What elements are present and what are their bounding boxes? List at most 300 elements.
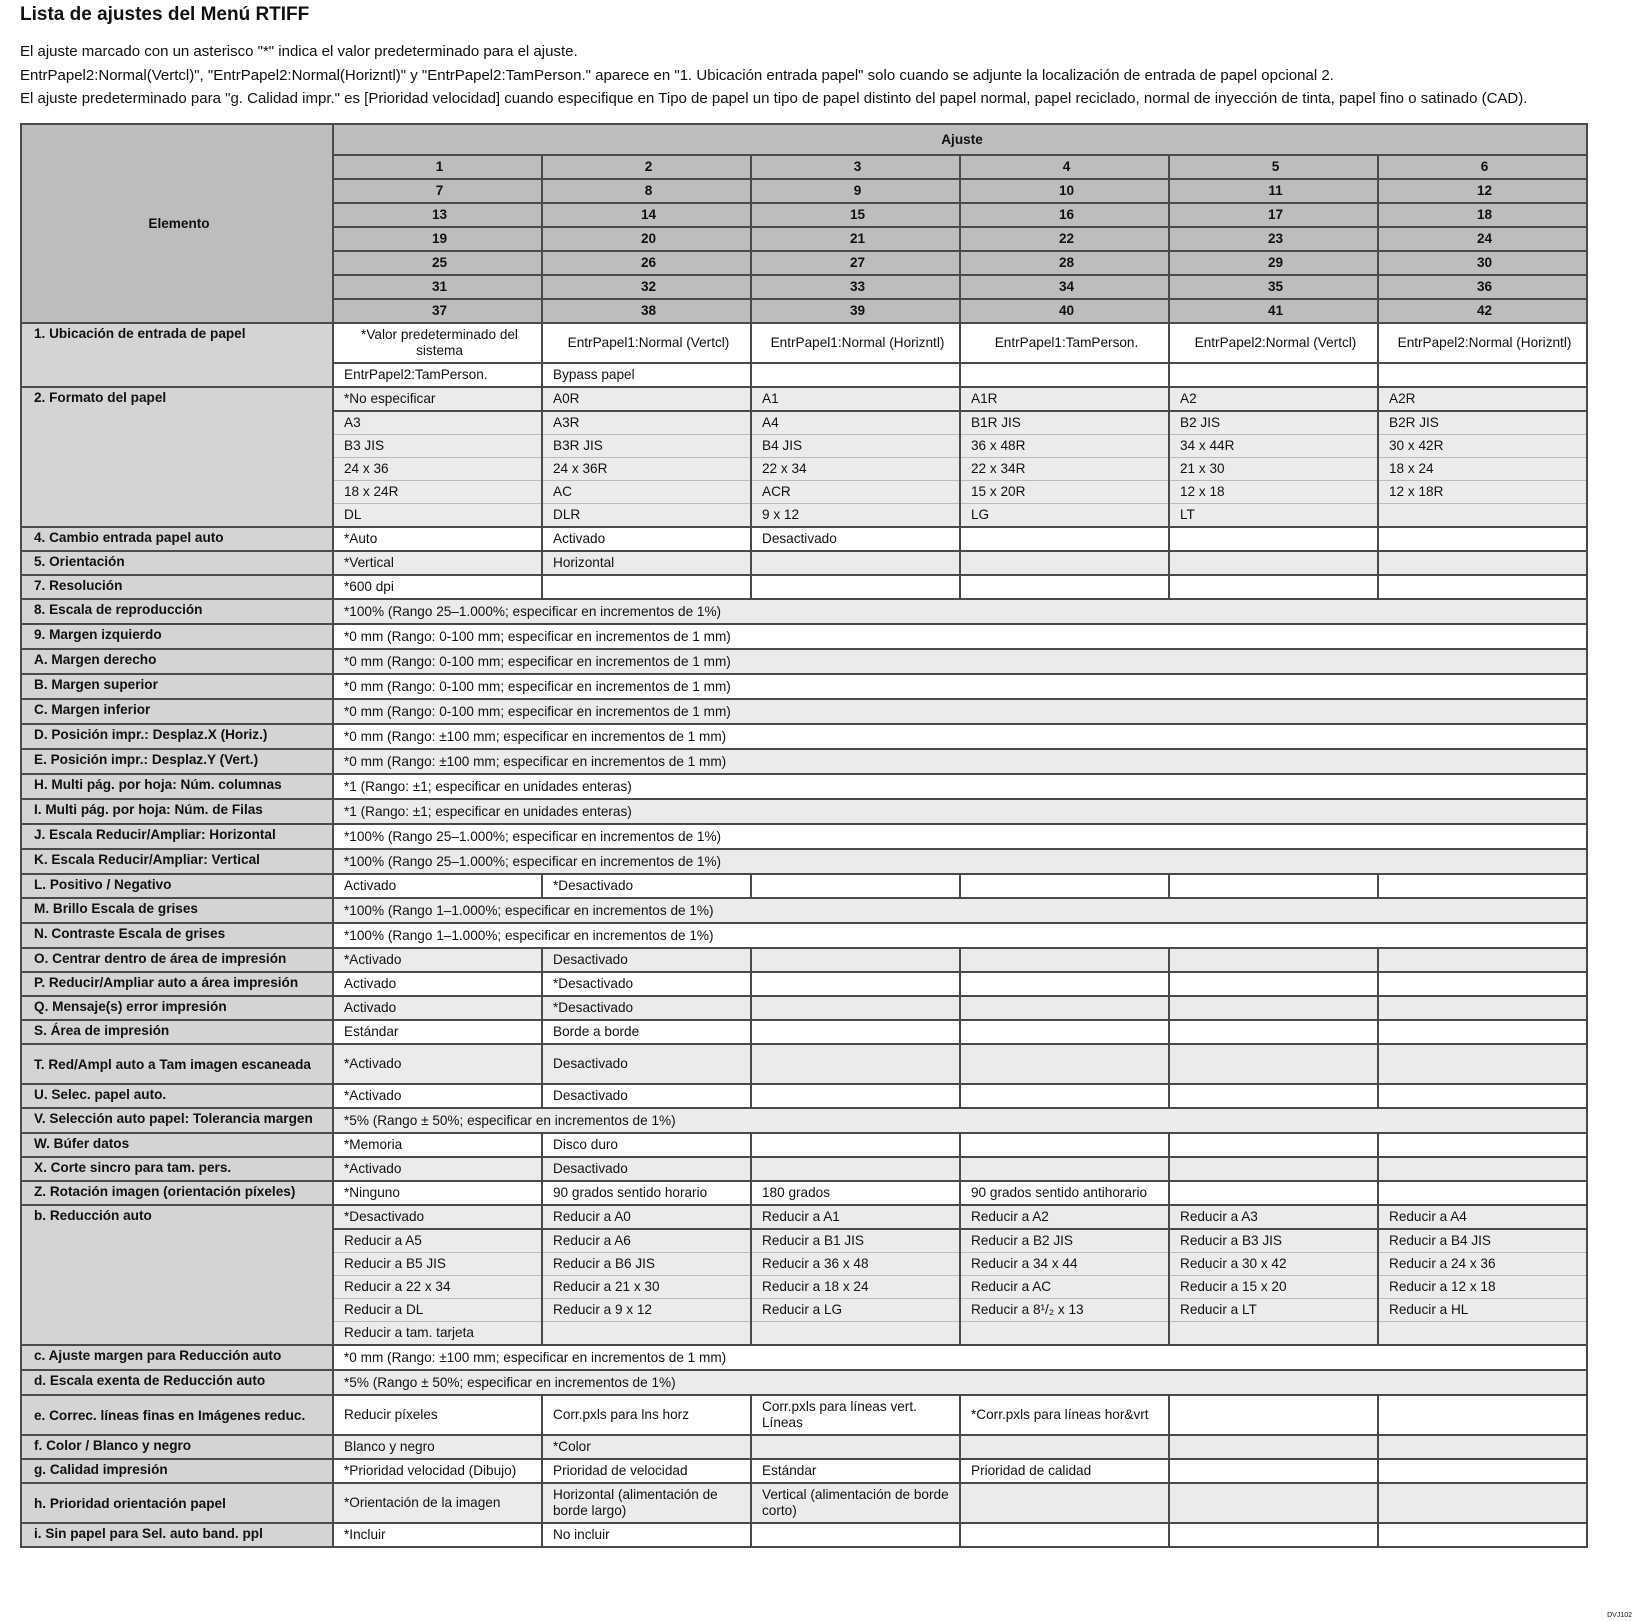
row-value: Blanco y negro — [333, 1435, 542, 1459]
table-row — [21, 1181, 1587, 1205]
table-row — [21, 1395, 1587, 1435]
row-item-label: c. Ajuste margen para Reducción auto — [21, 1345, 333, 1370]
table-row — [21, 1133, 1587, 1157]
row-value: *100% (Rango 1–1.000%; especificar en incrementos de 1%) — [333, 923, 1587, 948]
table-row — [21, 874, 1587, 898]
row-value: 18 x 24 — [1378, 458, 1587, 481]
row-value: Desactivado — [542, 1157, 751, 1181]
row-value — [1378, 874, 1587, 898]
table-row — [21, 1157, 1587, 1181]
row-value: *Activado — [333, 948, 542, 972]
row-value: B1R JIS — [960, 411, 1169, 435]
row-value: *100% (Rango 1–1.000%; especificar en incrementos de 1%) — [333, 898, 1587, 923]
header-ajuste: Ajuste — [333, 124, 1587, 155]
row-value: Reducir a B1 JIS — [751, 1229, 960, 1253]
row-value — [751, 1435, 960, 1459]
row-value: DLR — [542, 504, 751, 528]
row-value — [1169, 1084, 1378, 1108]
intro-note: El ajuste marcado con un asterisco "*" indica el valor predeterminado para el ajuste. — [20, 43, 578, 60]
row-value: Reducir a B4 JIS — [1378, 1229, 1587, 1253]
row-value: A4 — [751, 411, 960, 435]
row-item-label: B. Margen superior — [21, 674, 333, 699]
row-value — [751, 874, 960, 898]
table-row — [21, 1084, 1587, 1108]
table-row — [21, 1459, 1587, 1483]
row-value — [1169, 1181, 1378, 1205]
row-value — [960, 1133, 1169, 1157]
row-value — [1378, 1435, 1587, 1459]
row-value — [1169, 1133, 1378, 1157]
row-value: *Activado — [333, 1044, 542, 1084]
setting-number: 7 — [333, 179, 542, 203]
row-value: Activado — [542, 527, 751, 551]
setting-number: 19 — [333, 227, 542, 251]
row-value — [1169, 551, 1378, 575]
row-value — [751, 1322, 960, 1346]
row-value: Reducir a DL — [333, 1299, 542, 1322]
row-value: Reducir a A2 — [960, 1205, 1169, 1229]
row-item-label: 8. Escala de reproducción — [21, 599, 333, 624]
row-value: 21 x 30 — [1169, 458, 1378, 481]
table-row — [21, 799, 1587, 824]
page-title: Lista de ajustes del Menú RTIFF — [20, 4, 310, 25]
row-value: DL — [333, 504, 542, 528]
row-value — [542, 575, 751, 599]
row-value — [960, 996, 1169, 1020]
row-item-label: H. Multi pág. por hoja: Núm. columnas — [21, 774, 333, 799]
table-row — [21, 1108, 1587, 1133]
row-value: Reducir a A4 — [1378, 1205, 1587, 1229]
row-value — [1169, 527, 1378, 551]
row-value — [960, 575, 1169, 599]
row-value: Reducir a A5 — [333, 1229, 542, 1253]
table-row — [21, 849, 1587, 874]
row-value — [1169, 1322, 1378, 1346]
row-value: *0 mm (Rango: 0-100 mm; especificar en incrementos de 1 mm) — [333, 649, 1587, 674]
row-value: Reducir a 21 x 30 — [542, 1276, 751, 1299]
row-value: *600 dpi — [333, 575, 542, 599]
table-row — [21, 699, 1587, 724]
row-value — [960, 1523, 1169, 1547]
row-value: 24 x 36R — [542, 458, 751, 481]
row-item-label: M. Brillo Escala de grises — [21, 898, 333, 923]
row-value — [1169, 1020, 1378, 1044]
table-row — [21, 724, 1587, 749]
row-value: Bypass papel — [542, 363, 751, 387]
setting-number: 41 — [1169, 299, 1378, 323]
table-row — [21, 551, 1587, 575]
row-value — [1169, 575, 1378, 599]
row-value — [1378, 1322, 1587, 1346]
row-value: Activado — [333, 972, 542, 996]
row-value: *Color — [542, 1435, 751, 1459]
row-item-label: g. Calidad impresión — [21, 1459, 333, 1483]
row-value: 15 x 20R — [960, 481, 1169, 504]
table-row — [21, 824, 1587, 849]
row-value: *Activado — [333, 1157, 542, 1181]
row-value: 22 x 34R — [960, 458, 1169, 481]
row-value: *0 mm (Rango: ±100 mm; especificar en incrementos de 1 mm) — [333, 724, 1587, 749]
row-value: *No especificar — [333, 387, 542, 411]
table-row — [21, 898, 1587, 923]
row-value: AC — [542, 481, 751, 504]
row-value: Reducir a 18 x 24 — [751, 1276, 960, 1299]
row-value — [751, 551, 960, 575]
row-value — [960, 1157, 1169, 1181]
row-value: Borde a borde — [542, 1020, 751, 1044]
setting-number: 5 — [1169, 155, 1378, 179]
row-value: *Desactivado — [542, 996, 751, 1020]
setting-number: 22 — [960, 227, 1169, 251]
table-row — [21, 323, 1587, 363]
row-value — [1378, 1157, 1587, 1181]
row-value: *Prioridad velocidad (Dibujo) — [333, 1459, 542, 1483]
row-item-label: h. Prioridad orientación papel — [21, 1483, 333, 1523]
row-value: *0 mm (Rango: ±100 mm; especificar en incrementos de 1 mm) — [333, 749, 1587, 774]
row-value — [1378, 527, 1587, 551]
row-value — [751, 972, 960, 996]
table-row — [21, 923, 1587, 948]
row-value — [1378, 1181, 1587, 1205]
row-value: Reducir a A0 — [542, 1205, 751, 1229]
row-value: *0 mm (Rango: 0-100 mm; especificar en incrementos de 1 mm) — [333, 674, 1587, 699]
row-item-label: 2. Formato del papel — [21, 387, 333, 527]
setting-number: 2 — [542, 155, 751, 179]
row-value — [960, 1020, 1169, 1044]
row-item-label: C. Margen inferior — [21, 699, 333, 724]
row-value: Desactivado — [751, 527, 960, 551]
row-value: Vertical (alimentación de borde corto) — [751, 1483, 960, 1523]
row-item-label: J. Escala Reducir/Ampliar: Horizontal — [21, 824, 333, 849]
row-value: *Desactivado — [542, 972, 751, 996]
row-item-label: X. Corte sincro para tam. pers. — [21, 1157, 333, 1181]
table-row — [21, 1523, 1587, 1547]
setting-number: 27 — [751, 251, 960, 275]
row-value: 90 grados sentido horario — [542, 1181, 751, 1205]
row-value: Reducir a 9 x 12 — [542, 1299, 751, 1322]
table-row — [21, 624, 1587, 649]
row-value: *0 mm (Rango: ±100 mm; especificar en incrementos de 1 mm) — [333, 1345, 1587, 1370]
setting-number: 26 — [542, 251, 751, 275]
row-item-label: N. Contraste Escala de grises — [21, 923, 333, 948]
row-value: *1 (Rango: ±1; especificar en unidades enteras) — [333, 774, 1587, 799]
row-value: Reducir a tam. tarjeta — [333, 1322, 542, 1346]
setting-number: 31 — [333, 275, 542, 299]
row-value: A0R — [542, 387, 751, 411]
row-value: Reducir a LG — [751, 1299, 960, 1322]
row-value: ACR — [751, 481, 960, 504]
row-value: B2 JIS — [1169, 411, 1378, 435]
table-row — [21, 972, 1587, 996]
row-value: *Ninguno — [333, 1181, 542, 1205]
row-value: EntrPapel1:Normal (Vertcl) — [542, 323, 751, 363]
settings-table — [20, 123, 1588, 1548]
row-value: Reducir a B6 JIS — [542, 1253, 751, 1276]
table-row — [21, 749, 1587, 774]
row-value — [1378, 1483, 1587, 1523]
setting-number: 42 — [1378, 299, 1587, 323]
row-item-label: 1. Ubicación de entrada de papel — [21, 323, 333, 387]
table-row — [21, 599, 1587, 624]
row-value — [1169, 1044, 1378, 1084]
row-value — [751, 1523, 960, 1547]
intro-note: EntrPapel2:Normal(Vertcl)", "EntrPapel2:Normal(Horizntl)" y "EntrPapel2:TamPerson." aparece en "1. Ubicación entrada papel" solo cuando se adjunte la localización de entrada de papel opcional 2. — [20, 66, 1334, 84]
setting-number: 15 — [751, 203, 960, 227]
setting-number: 9 — [751, 179, 960, 203]
setting-number: 33 — [751, 275, 960, 299]
row-value: A3 — [333, 411, 542, 435]
row-value: Reducir a 30 x 42 — [1169, 1253, 1378, 1276]
row-value: Reducir a 34 x 44 — [960, 1253, 1169, 1276]
row-value — [960, 1044, 1169, 1084]
table-row — [21, 1345, 1587, 1370]
row-value: *5% (Rango ± 50%; especificar en incrementos de 1%) — [333, 1370, 1587, 1395]
row-value: 9 x 12 — [751, 504, 960, 528]
setting-number: 12 — [1378, 179, 1587, 203]
row-value — [960, 527, 1169, 551]
row-value: EntrPapel1:TamPerson. — [960, 323, 1169, 363]
row-value — [1169, 363, 1378, 387]
row-item-label: O. Centrar dentro de área de impresión — [21, 948, 333, 972]
row-value: Reducir a B5 JIS — [333, 1253, 542, 1276]
row-value — [1378, 1395, 1587, 1435]
row-value: *Activado — [333, 1084, 542, 1108]
setting-number: 36 — [1378, 275, 1587, 299]
row-item-label: D. Posición impr.: Desplaz.X (Horiz.) — [21, 724, 333, 749]
setting-number: 29 — [1169, 251, 1378, 275]
row-value: Reducir a 8¹/₂ x 13 — [960, 1299, 1169, 1322]
setting-number: 34 — [960, 275, 1169, 299]
row-value — [1169, 1157, 1378, 1181]
row-item-label: 5. Orientación — [21, 551, 333, 575]
row-value — [960, 948, 1169, 972]
setting-number: 16 — [960, 203, 1169, 227]
row-value — [1378, 575, 1587, 599]
row-value — [1378, 1084, 1587, 1108]
row-value — [960, 551, 1169, 575]
row-value — [960, 1322, 1169, 1346]
row-item-label: K. Escala Reducir/Ampliar: Vertical — [21, 849, 333, 874]
row-item-label: 7. Resolución — [21, 575, 333, 599]
setting-number: 18 — [1378, 203, 1587, 227]
row-value: 34 x 44R — [1169, 435, 1378, 458]
row-item-label: A. Margen derecho — [21, 649, 333, 674]
row-value: Reducir a 15 x 20 — [1169, 1276, 1378, 1299]
row-value — [1378, 551, 1587, 575]
row-value: Activado — [333, 996, 542, 1020]
row-value — [1378, 1133, 1587, 1157]
row-value — [960, 1435, 1169, 1459]
setting-number: 25 — [333, 251, 542, 275]
row-value: 180 grados — [751, 1181, 960, 1205]
setting-number: 20 — [542, 227, 751, 251]
row-item-label: P. Reducir/Ampliar auto a área impresión — [21, 972, 333, 996]
setting-number: 21 — [751, 227, 960, 251]
row-value: *Orientación de la imagen — [333, 1483, 542, 1523]
row-item-label: I. Multi pág. por hoja: Núm. de Filas — [21, 799, 333, 824]
table-row — [21, 1044, 1587, 1084]
row-value: No incluir — [542, 1523, 751, 1547]
row-value: 24 x 36 — [333, 458, 542, 481]
row-value: A1 — [751, 387, 960, 411]
row-value: Reducir a 24 x 36 — [1378, 1253, 1587, 1276]
setting-number: 10 — [960, 179, 1169, 203]
setting-number: 13 — [333, 203, 542, 227]
row-item-label: Z. Rotación imagen (orientación píxeles) — [21, 1181, 333, 1205]
table-row — [21, 948, 1587, 972]
row-value — [1169, 996, 1378, 1020]
header-element: Elemento — [21, 124, 333, 323]
row-value: EntrPapel1:Normal (Horizntl) — [751, 323, 960, 363]
row-item-label: 4. Cambio entrada papel auto — [21, 527, 333, 551]
row-value: Reducir a 22 x 34 — [333, 1276, 542, 1299]
row-item-label: L. Positivo / Negativo — [21, 874, 333, 898]
row-value — [1169, 1483, 1378, 1523]
row-value — [1378, 948, 1587, 972]
row-value: 12 x 18R — [1378, 481, 1587, 504]
table-row — [21, 527, 1587, 551]
row-value — [1378, 972, 1587, 996]
row-value: 22 x 34 — [751, 458, 960, 481]
row-value: Reducir a 36 x 48 — [751, 1253, 960, 1276]
table-row — [21, 774, 1587, 799]
row-value — [1169, 948, 1378, 972]
row-value: Desactivado — [542, 948, 751, 972]
row-item-label: U. Selec. papel auto. — [21, 1084, 333, 1108]
setting-number: 40 — [960, 299, 1169, 323]
table-row — [21, 1435, 1587, 1459]
row-value: Reducir píxeles — [333, 1395, 542, 1435]
header-row — [21, 124, 1587, 155]
intro-notes — [20, 40, 1527, 111]
row-value: Horizontal — [542, 551, 751, 575]
row-value — [751, 575, 960, 599]
setting-number: 17 — [1169, 203, 1378, 227]
row-value — [751, 1084, 960, 1108]
row-value: Corr.pxls para lns horz — [542, 1395, 751, 1435]
row-value: Estándar — [333, 1020, 542, 1044]
row-value: Reducir a A1 — [751, 1205, 960, 1229]
setting-number: 24 — [1378, 227, 1587, 251]
row-item-label: d. Escala exenta de Reducción auto — [21, 1370, 333, 1395]
table-row — [21, 575, 1587, 599]
setting-number: 39 — [751, 299, 960, 323]
row-value: *100% (Rango 25–1.000%; especificar en incrementos de 1%) — [333, 849, 1587, 874]
row-value: Reducir a 12 x 18 — [1378, 1276, 1587, 1299]
setting-number: 37 — [333, 299, 542, 323]
row-value: *0 mm (Rango: 0-100 mm; especificar en incrementos de 1 mm) — [333, 699, 1587, 724]
row-value: LT — [1169, 504, 1378, 528]
row-value — [751, 948, 960, 972]
row-item-label: b. Reducción auto — [21, 1205, 333, 1345]
setting-number: 3 — [751, 155, 960, 179]
setting-number: 35 — [1169, 275, 1378, 299]
row-item-label: 9. Margen izquierdo — [21, 624, 333, 649]
row-value — [542, 1322, 751, 1346]
row-value — [1169, 1459, 1378, 1483]
setting-number: 23 — [1169, 227, 1378, 251]
table-row — [21, 674, 1587, 699]
row-value: 30 x 42R — [1378, 435, 1587, 458]
row-value: A1R — [960, 387, 1169, 411]
row-value — [960, 1084, 1169, 1108]
row-value: *100% (Rango 25–1.000%; especificar en incrementos de 1%) — [333, 824, 1587, 849]
setting-number: 11 — [1169, 179, 1378, 203]
row-value: Horizontal (alimentación de borde largo) — [542, 1483, 751, 1523]
row-value — [1169, 1435, 1378, 1459]
row-value — [1169, 972, 1378, 996]
row-value — [960, 363, 1169, 387]
row-value: 36 x 48R — [960, 435, 1169, 458]
row-value: *1 (Rango: ±1; especificar en unidades enteras) — [333, 799, 1587, 824]
row-value: *Corr.pxls para líneas hor&vrt — [960, 1395, 1169, 1435]
intro-note: El ajuste predeterminado para "g. Calidad impr." es [Prioridad velocidad] cuando especifique en Tipo de papel un tipo de papel distinto del papel normal, papel reciclado, normal de inyección de tinta, papel fino o satinado (CAD). — [20, 90, 1528, 107]
row-value: Estándar — [751, 1459, 960, 1483]
row-value: Corr.pxls para líneas vert. Líneas — [751, 1395, 960, 1435]
table-row — [21, 1020, 1587, 1044]
row-value: *Desactivado — [542, 874, 751, 898]
row-item-label: S. Área de impresión — [21, 1020, 333, 1044]
row-value: Prioridad de velocidad — [542, 1459, 751, 1483]
row-value: Reducir a A6 — [542, 1229, 751, 1253]
row-value — [960, 1483, 1169, 1523]
row-value — [960, 972, 1169, 996]
row-value: B3 JIS — [333, 435, 542, 458]
row-value — [1378, 996, 1587, 1020]
setting-number: 28 — [960, 251, 1169, 275]
row-value: B3R JIS — [542, 435, 751, 458]
row-value: Reducir a A3 — [1169, 1205, 1378, 1229]
table-row — [21, 996, 1587, 1020]
row-item-label: f. Color / Blanco y negro — [21, 1435, 333, 1459]
row-value: 18 x 24R — [333, 481, 542, 504]
row-value: *Valor predeterminado del sistema — [333, 323, 542, 363]
setting-number: 6 — [1378, 155, 1587, 179]
row-value: Desactivado — [542, 1044, 751, 1084]
row-value: Activado — [333, 874, 542, 898]
row-value: EntrPapel2:Normal (Vertcl) — [1169, 323, 1378, 363]
setting-number: 38 — [542, 299, 751, 323]
row-item-label: e. Correc. líneas finas en Imágenes reduc. — [21, 1395, 333, 1435]
row-value: Reducir a HL — [1378, 1299, 1587, 1322]
row-value: Reducir a LT — [1169, 1299, 1378, 1322]
row-value — [1169, 1523, 1378, 1547]
row-value — [1378, 1523, 1587, 1547]
row-value — [1378, 363, 1587, 387]
table-row — [21, 1370, 1587, 1395]
row-value: Desactivado — [542, 1084, 751, 1108]
row-value — [751, 1133, 960, 1157]
row-value: B2R JIS — [1378, 411, 1587, 435]
row-value: A2 — [1169, 387, 1378, 411]
row-value — [751, 1157, 960, 1181]
setting-number: 14 — [542, 203, 751, 227]
row-value — [1169, 874, 1378, 898]
row-value: Reducir a AC — [960, 1276, 1169, 1299]
table-row — [21, 387, 1587, 411]
row-value: *0 mm (Rango: 0-100 mm; especificar en incrementos de 1 mm) — [333, 624, 1587, 649]
row-value: *100% (Rango 25–1.000%; especificar en incrementos de 1%) — [333, 599, 1587, 624]
row-value — [751, 1044, 960, 1084]
row-value — [1378, 1044, 1587, 1084]
row-item-label: T. Red/Ampl auto a Tam imagen escaneada — [21, 1044, 333, 1084]
row-value: 90 grados sentido antihorario — [960, 1181, 1169, 1205]
row-value — [751, 363, 960, 387]
row-value: *Auto — [333, 527, 542, 551]
row-value: *Vertical — [333, 551, 542, 575]
setting-number: 1 — [333, 155, 542, 179]
row-item-label: W. Búfer datos — [21, 1133, 333, 1157]
